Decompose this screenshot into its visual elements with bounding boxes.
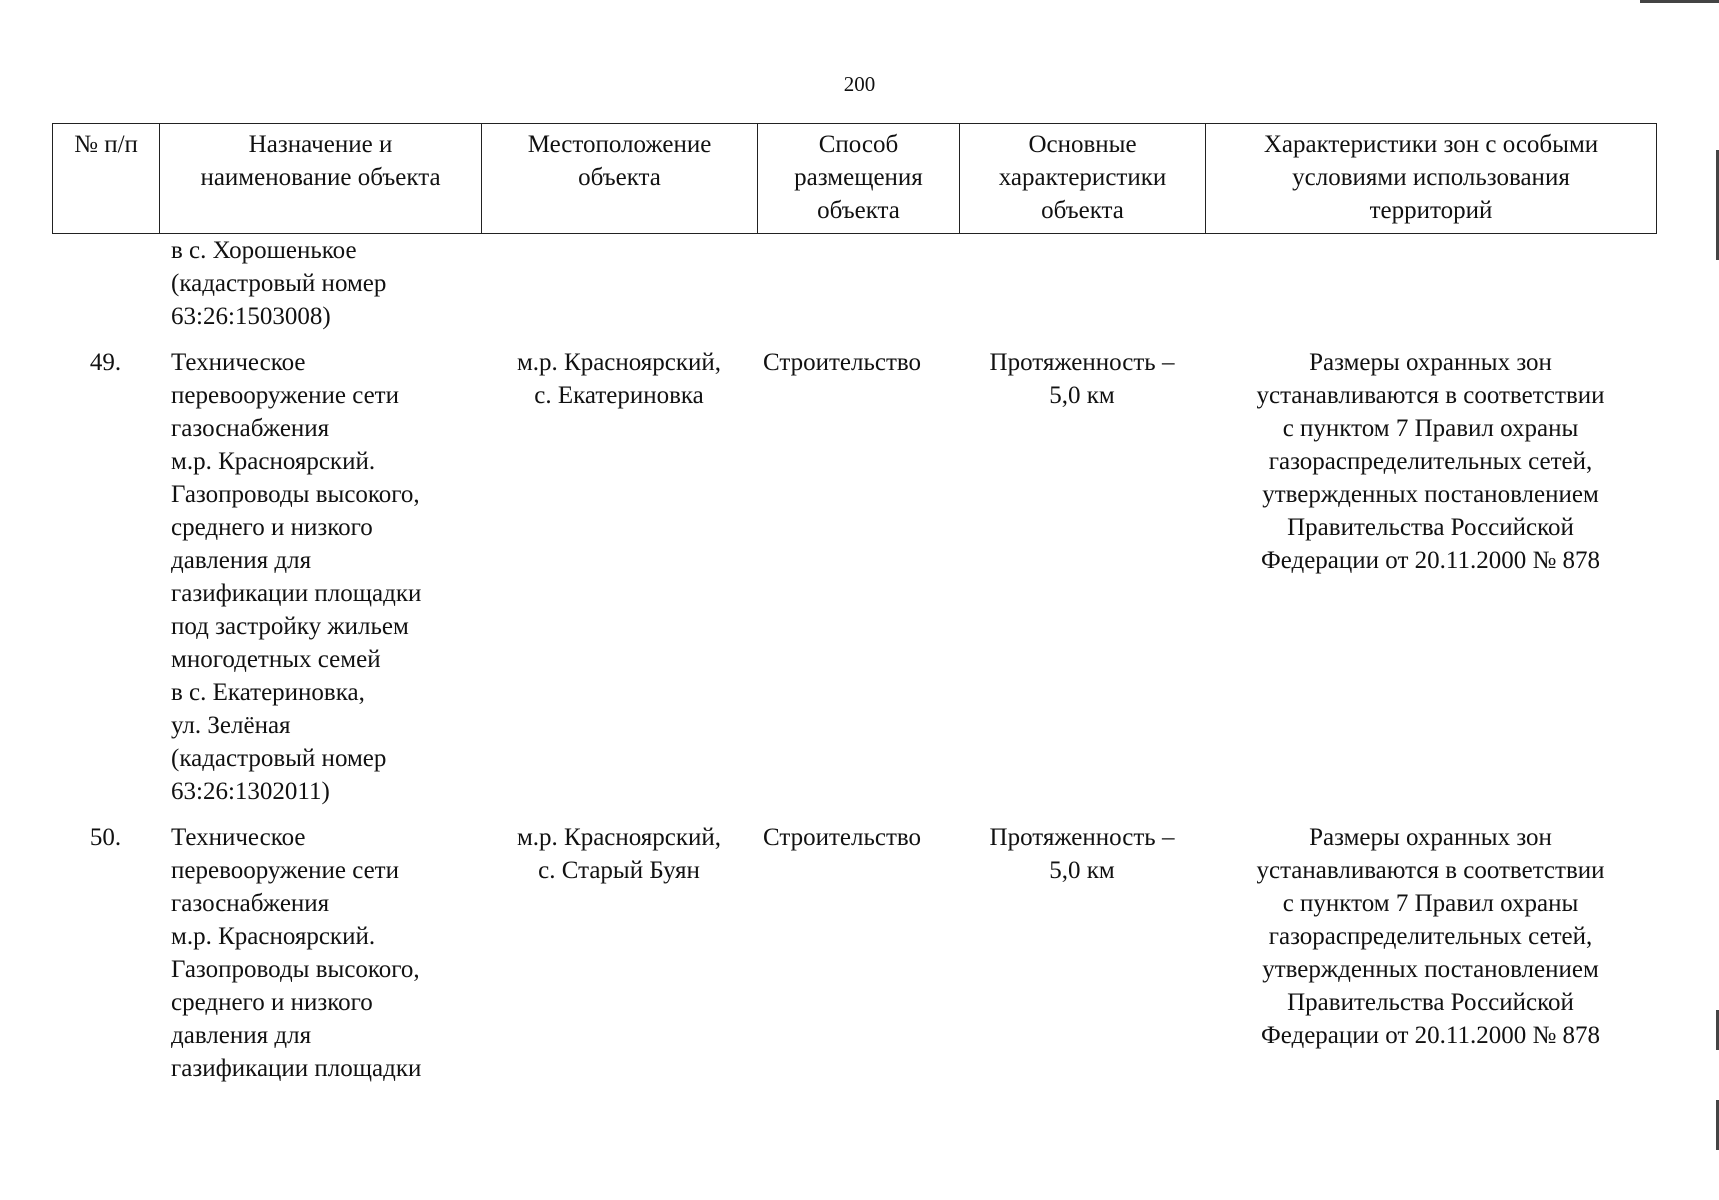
cell-location: м.р. Красноярский, с. Екатериновка <box>516 349 722 409</box>
header-characteristics: Основные характеристики объекта <box>960 124 1206 234</box>
scan-edge-mark <box>1640 0 1719 3</box>
cell-method: Строительство <box>763 824 922 851</box>
cell-characteristics: Протяженность – 5,0 км <box>989 824 1175 884</box>
cell-name: Техническое перевооружение сети газоснабжения м.р. Красноярский. Газопроводы высокого, среднего и низкого давления для газификации площадки <box>171 824 422 1082</box>
table-header <box>52 123 1657 234</box>
header-zones: Характеристики зон с особыми условиями использования территорий <box>1206 124 1657 234</box>
header-number: № п/п <box>53 124 160 234</box>
header-name: Назначение и наименование объекта <box>160 124 482 234</box>
cell-number: 49. <box>89 349 122 376</box>
header-method: Способ размещения объекта <box>758 124 960 234</box>
table-row <box>52 346 1656 808</box>
table-body <box>52 234 1656 1085</box>
table-row <box>52 821 1656 1085</box>
cell-number: 50. <box>89 824 122 851</box>
cell-name: Техническое перевооружение сети газоснабжения м.р. Красноярский. Газопроводы высокого, среднего и низкого давления для газификации площадки под застройку жильем многодетных семей в с. Екатериновка, ул. Зелёная (кадастровый номер 63:26:1302011) <box>171 349 422 805</box>
cell-zones: Размеры охранных зон устанавливаются в соответствии с пунктом 7 Правил охраны газораспределительных сетей, утвержденных постановлением Правительства Российской Федерации от 20.11.2000 № 878 <box>1256 824 1605 1049</box>
header-location: Местоположение объекта <box>482 124 758 234</box>
table-row-continuation <box>52 234 1656 333</box>
cell-method: Строительство <box>763 349 922 376</box>
cell-zones: Размеры охранных зон устанавливаются в соответствии с пунктом 7 Правил охраны газораспределительных сетей, утвержденных постановлением Правительства Российской Федерации от 20.11.2000 № 878 <box>1256 349 1605 574</box>
cell-name: в с. Хорошенькое (кадастровый номер 63:26:1503008) <box>171 237 387 330</box>
page-number: 200 <box>843 72 876 96</box>
cell-characteristics: Протяженность – 5,0 км <box>989 349 1175 409</box>
cell-location: м.р. Красноярский, с. Старый Буян <box>516 824 722 884</box>
